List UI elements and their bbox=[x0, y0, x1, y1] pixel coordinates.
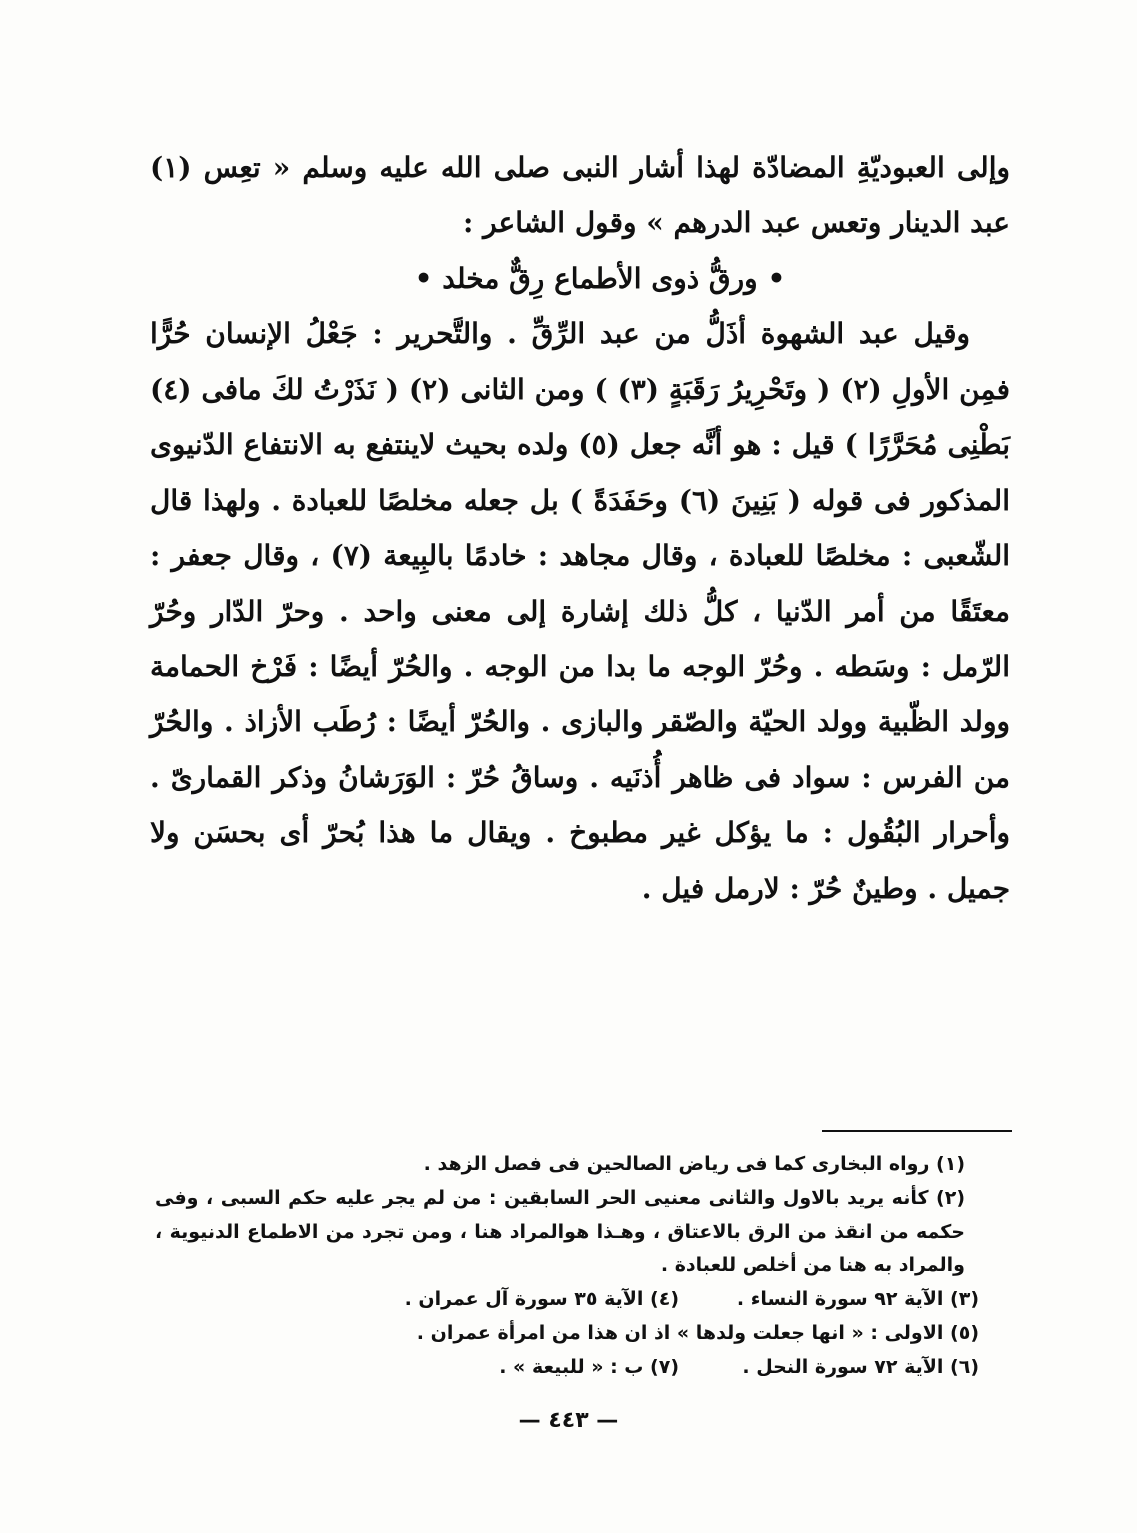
footnote-row-5 bbox=[155, 1317, 1005, 1351]
footnote-separator bbox=[822, 1130, 1012, 1132]
footnote-6: (٦) الآية ٧٢ سورة النحل . bbox=[742, 1355, 979, 1378]
footnote-2: (٢) كأنه يريد بالاول والثانى معنيى الحر السابقين : من لم يجر عليه حكم السبى ، وفى حكمه من انقذ من الرق بالاعتاق ، وهـذا هوالمراد هنا ، ومن تجرد من الاطماع الدنيوية ، والمراد به هنا من أخلص للعبادة . bbox=[155, 1186, 965, 1277]
footnote-3: (٣) الآية ٩٢ سورة النساء . bbox=[736, 1288, 979, 1311]
page-number: — ٤٤٣ — bbox=[518, 1408, 619, 1433]
footnote-row-6-7 bbox=[155, 1351, 1005, 1385]
footnote-row-3-4 bbox=[155, 1283, 1005, 1317]
footnote-7: (٧) ب : « للبيعة » . bbox=[499, 1355, 679, 1378]
footnote-1: (١) رواه البخارى كما فى رياض الصالحين فى فصل الزهد . bbox=[423, 1153, 965, 1175]
footnote-5: (٥) الاولى : « انها جعلت ولدها » اذ ان هذا من امرأة عمران . bbox=[416, 1322, 979, 1345]
footnote-4: (٤) الآية ٣٥ سورة آل عمران . bbox=[404, 1288, 679, 1311]
paragraph-2: وقيل عبد الشهوة أذَلُّ من عبد الرِّقِّ . والتَّحرير : جَعْلُ الإنسان حُرًّا فمِن الأولِ (٢) ( وتَحْرِيرُ رَقَبَةٍ (٣) ) ومن الثانى (٢) ( نَذَرْتُ لكَ مافى (٤) بَطْنِى مُحَرَّرًا ) قيل : هو أنَّه جعل (٥) ولده بحيث لاينتفع به الانتفاع الدّنيوى المذكور فى قوله ( بَنِينَ (٦) وحَفَدَةً ) بل جعله مخلصًا للعبادة . ولهذا قال الشّعبى : مخلصًا للعبادة ، وقال مجاهد : خادمًا بالبِيعة (٧) ، وقال جعفر : معتَقًا من أمر الدّنيا ، كلُّ ذلك إشارة إلى معنى واحد . وحرّ الدّار وحُرّ الرّمل : وسَطه . وحُرّ الوجه ما بدا من الوجه . والحُرّ أيضًا : فَرْخ الحمامة وولد الظّبية وولد الحيّة والصّقر والبازى . والحُرّ أيضًا : رُطَب الأزاذ . والحُرّ من الفرس : سواد فى ظاهر أُذنَيه . وساقُ حُرّ : الوَرَشانُ وذكر القمارىّ . وأحرار البُقُول : ما يؤكل غير مطبوخ . ويقال ما هذا بُحرّ أى بحسَن ولا جميل . وطينٌ حُرّ : لارمل فيل . bbox=[150, 317, 1011, 905]
verse-line: • ورقُّ ذوى الأطماع رِقٌّ مخلد • bbox=[414, 261, 786, 295]
paragraph-1: وإلى العبوديّةِ المضادّة لهذا أشار النبى صلى الله عليه وسلم « تعِس (١) عبد الدينار وتعس عبد الدرهم » وقول الشاعر : bbox=[150, 151, 1010, 240]
main-text bbox=[150, 140, 1010, 916]
footnotes bbox=[155, 1148, 1005, 1385]
